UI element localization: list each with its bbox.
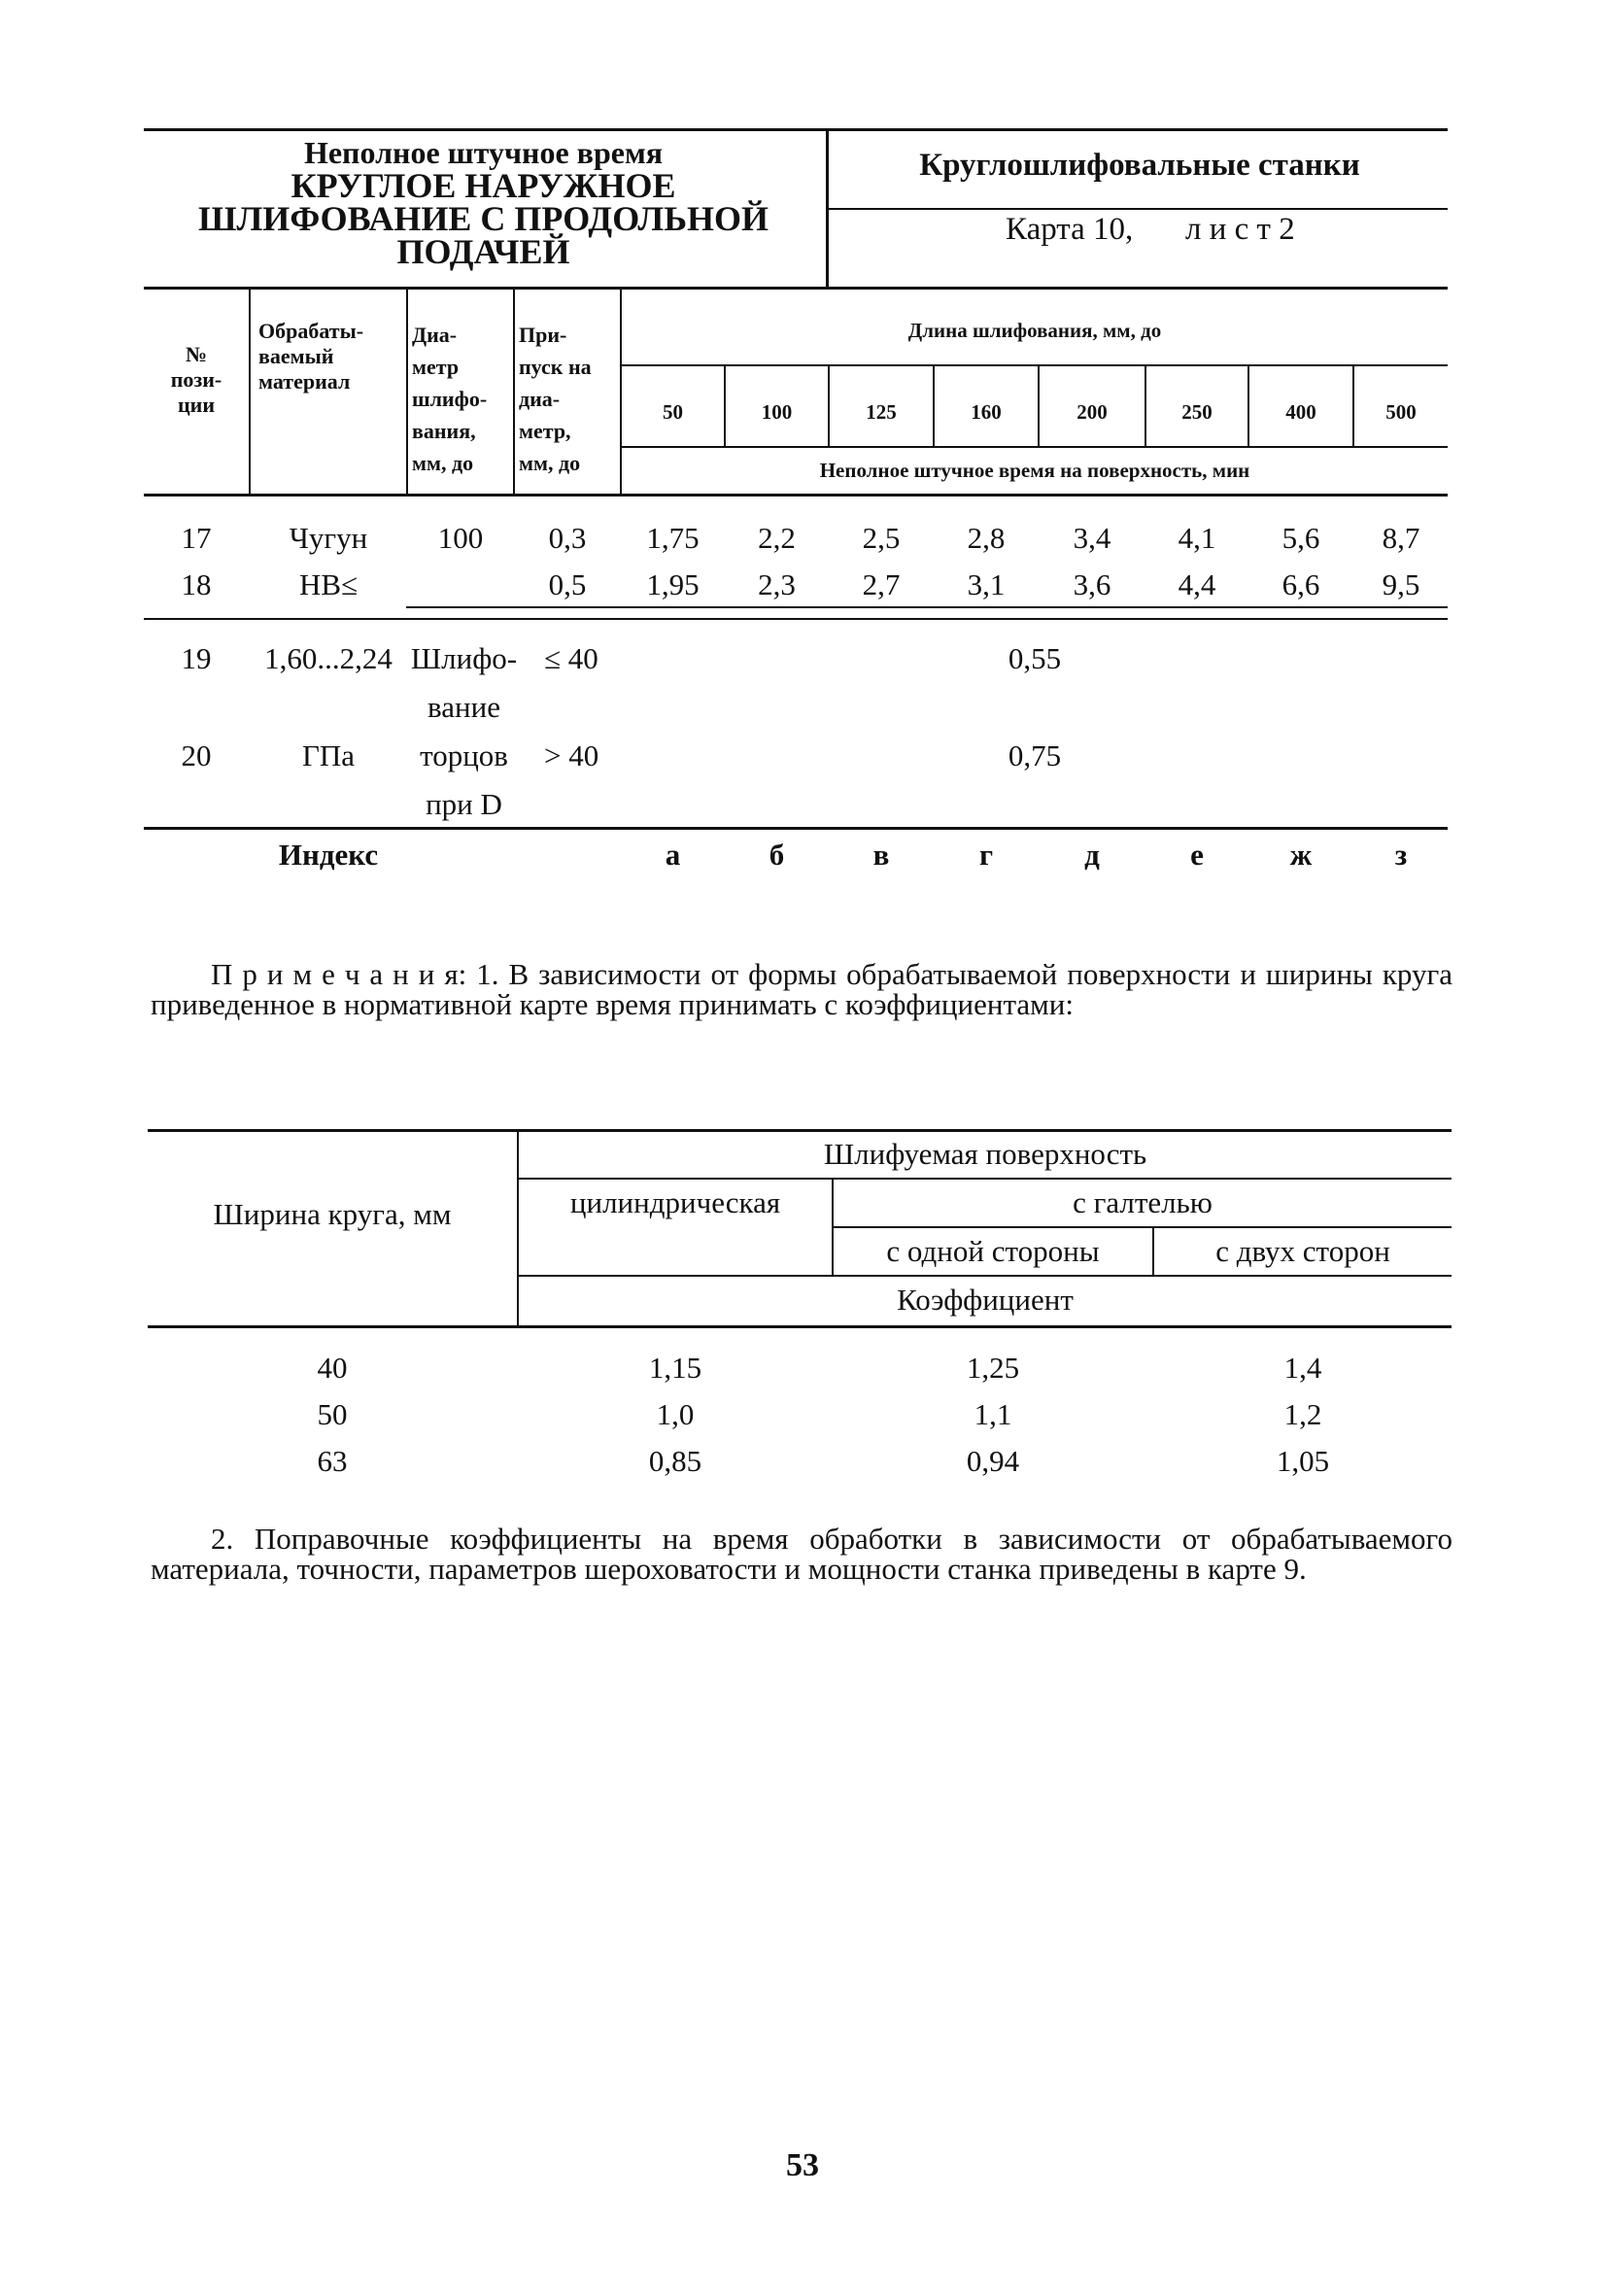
- row-17-material: Чугун: [289, 521, 368, 555]
- header-text: материал: [258, 369, 351, 394]
- table2-row-two-sides: 1,2: [1283, 1397, 1322, 1431]
- row-20-operation: торцов: [420, 738, 508, 772]
- row-18-material: НВ≤: [298, 567, 359, 601]
- row-17-value-b: 2,2: [758, 521, 796, 555]
- row-18-value-z: 9,5: [1382, 567, 1420, 601]
- row-17-value-zh: 5,6: [1281, 521, 1320, 555]
- row-18-value-e: 4,4: [1178, 567, 1216, 601]
- header-text: Диа-: [412, 323, 458, 347]
- row-18-value-d: 3,6: [1073, 567, 1111, 601]
- title-line-4: ПОДАЧЕЙ: [396, 232, 570, 271]
- row-19-value: 0,55: [1008, 641, 1062, 675]
- row-20-condition: > 40: [544, 738, 599, 772]
- header-text: вания,: [412, 419, 476, 443]
- row-17-value-v: 2,5: [862, 521, 901, 555]
- table2-cylindrical-header: цилиндрическая: [569, 1185, 781, 1219]
- table2-row-cyl: 1,0: [656, 1397, 695, 1431]
- table2-width-header: Ширина круга, мм: [213, 1197, 452, 1231]
- row-19-operation: Шлифо-: [410, 641, 518, 675]
- length-125: 125: [866, 400, 897, 424]
- index-letter: а: [665, 838, 681, 872]
- table2-fillet-header: с галтелью: [1073, 1185, 1213, 1219]
- row-17-position: 17: [181, 521, 212, 555]
- row-17-value-g: 2,8: [967, 521, 1006, 555]
- index-label: Индекс: [278, 838, 379, 872]
- row-18-value-b: 2,3: [758, 567, 796, 601]
- column-header-diameter: [412, 319, 513, 479]
- row-17-value-d: 3,4: [1073, 521, 1111, 555]
- row-18-value-a: 1,95: [646, 567, 700, 601]
- note-2: 2. Поправочные коэффициенты на время обработки в зависимости от обрабатываемого материала, точности, параметров шероховатости и мощности станка приведены в карте 9.: [151, 1522, 1452, 1586]
- header-text: При-: [519, 323, 567, 347]
- length-100: 100: [761, 400, 793, 424]
- row-20-position: 20: [181, 738, 212, 772]
- index-letter: г: [978, 838, 994, 872]
- table2-row-width: 63: [317, 1444, 348, 1478]
- length-500: 500: [1385, 400, 1417, 424]
- table2-row-one-side: 0,94: [966, 1444, 1020, 1478]
- row-17-value-z: 8,7: [1382, 521, 1420, 555]
- index-letter: ж: [1289, 838, 1313, 872]
- table2-row-one-side: 1,25: [966, 1351, 1020, 1385]
- table2-row-cyl: 0,85: [648, 1444, 702, 1478]
- machine-type-title: Круглошлифовальные станки: [919, 148, 1360, 183]
- header-text: мм, до: [519, 451, 581, 475]
- title-line-2: КРУГЛОЕ НАРУЖНОЕ: [290, 166, 676, 205]
- length-400: 400: [1285, 400, 1316, 424]
- row-19-position: 19: [181, 641, 212, 675]
- header-text: ваемый: [258, 344, 334, 368]
- length-200: 200: [1076, 400, 1108, 424]
- card-number: Карта 10,: [1006, 212, 1134, 247]
- index-letter: з: [1394, 838, 1408, 872]
- title-line-3: ШЛИФОВАНИЕ С ПРОДОЛЬНОЙ: [197, 199, 769, 238]
- table2-row-two-sides: 1,4: [1283, 1351, 1322, 1385]
- row-18-position: 18: [181, 567, 212, 601]
- document-title-block: [146, 135, 821, 271]
- header-text: пуск на: [519, 355, 592, 379]
- header-text: диа-: [519, 387, 561, 411]
- header-text: метр: [412, 355, 460, 379]
- table2-coefficient-header: Коэффициент: [897, 1283, 1074, 1317]
- row-18-value-v: 2,7: [862, 567, 901, 601]
- column-header-position: [146, 342, 247, 418]
- header-text: шлифо-: [412, 387, 488, 411]
- row-17-value-e: 4,1: [1178, 521, 1216, 555]
- row-18-value-zh: 6,6: [1281, 567, 1320, 601]
- length-header: Длина шлифования, мм, до: [907, 319, 1162, 342]
- table2-surface-header: Шлифуемая поверхность: [823, 1137, 1147, 1171]
- header-text: пози-: [170, 367, 222, 392]
- index-letter: д: [1084, 838, 1100, 872]
- table2-row-two-sides: 1,05: [1276, 1444, 1330, 1478]
- row-20-material: ГПа: [301, 738, 356, 772]
- row-18-allowance: 0,5: [548, 567, 587, 601]
- length-250: 250: [1181, 400, 1213, 424]
- table2-row-cyl: 1,15: [648, 1351, 702, 1385]
- sheet-number: л и с т 2: [1185, 212, 1295, 247]
- table2-row-width: 50: [317, 1397, 348, 1431]
- header-text: мм, до: [412, 451, 474, 475]
- index-letter: е: [1190, 838, 1204, 872]
- time-header: Неполное штучное время на поверхность, мин: [819, 459, 1250, 482]
- table2-row-one-side: 1,1: [974, 1397, 1012, 1431]
- header-text: ции: [177, 393, 216, 417]
- length-160: 160: [971, 400, 1002, 424]
- column-header-material: [258, 319, 404, 394]
- row-19-operation-cont: вание: [427, 690, 500, 724]
- row-19-condition: ≤ 40: [544, 641, 598, 675]
- index-letter: б: [769, 838, 785, 872]
- row-18-value-g: 3,1: [967, 567, 1006, 601]
- index-letter: в: [872, 838, 890, 872]
- table2-two-sides-header: с двух сторон: [1215, 1234, 1390, 1268]
- note-1: П р и м е ч а н и я: 1. В зависимости от формы обрабатываемой поверхности и ширины круга приведенное в нормативной карте время принимать с коэффициентами:: [151, 957, 1452, 1021]
- title-line-1: Неполное штучное время: [303, 135, 664, 170]
- row-20-operation-cont: при D: [426, 787, 502, 821]
- page-number: 53: [786, 2147, 819, 2183]
- row-20-value: 0,75: [1008, 738, 1062, 772]
- row-17-diameter: 100: [437, 521, 484, 555]
- table2-one-side-header: с одной стороны: [886, 1234, 1100, 1268]
- row-19-material: 1,60...2,24: [264, 641, 393, 675]
- table2-row-width: 40: [317, 1351, 348, 1385]
- header-text: №: [185, 342, 208, 366]
- row-17-value-a: 1,75: [646, 521, 700, 555]
- header-text: метр,: [519, 419, 571, 443]
- length-50: 50: [663, 400, 683, 424]
- header-text: Обрабаты-: [258, 319, 364, 343]
- column-header-allowance: [519, 319, 620, 479]
- row-17-allowance: 0,3: [548, 521, 587, 555]
